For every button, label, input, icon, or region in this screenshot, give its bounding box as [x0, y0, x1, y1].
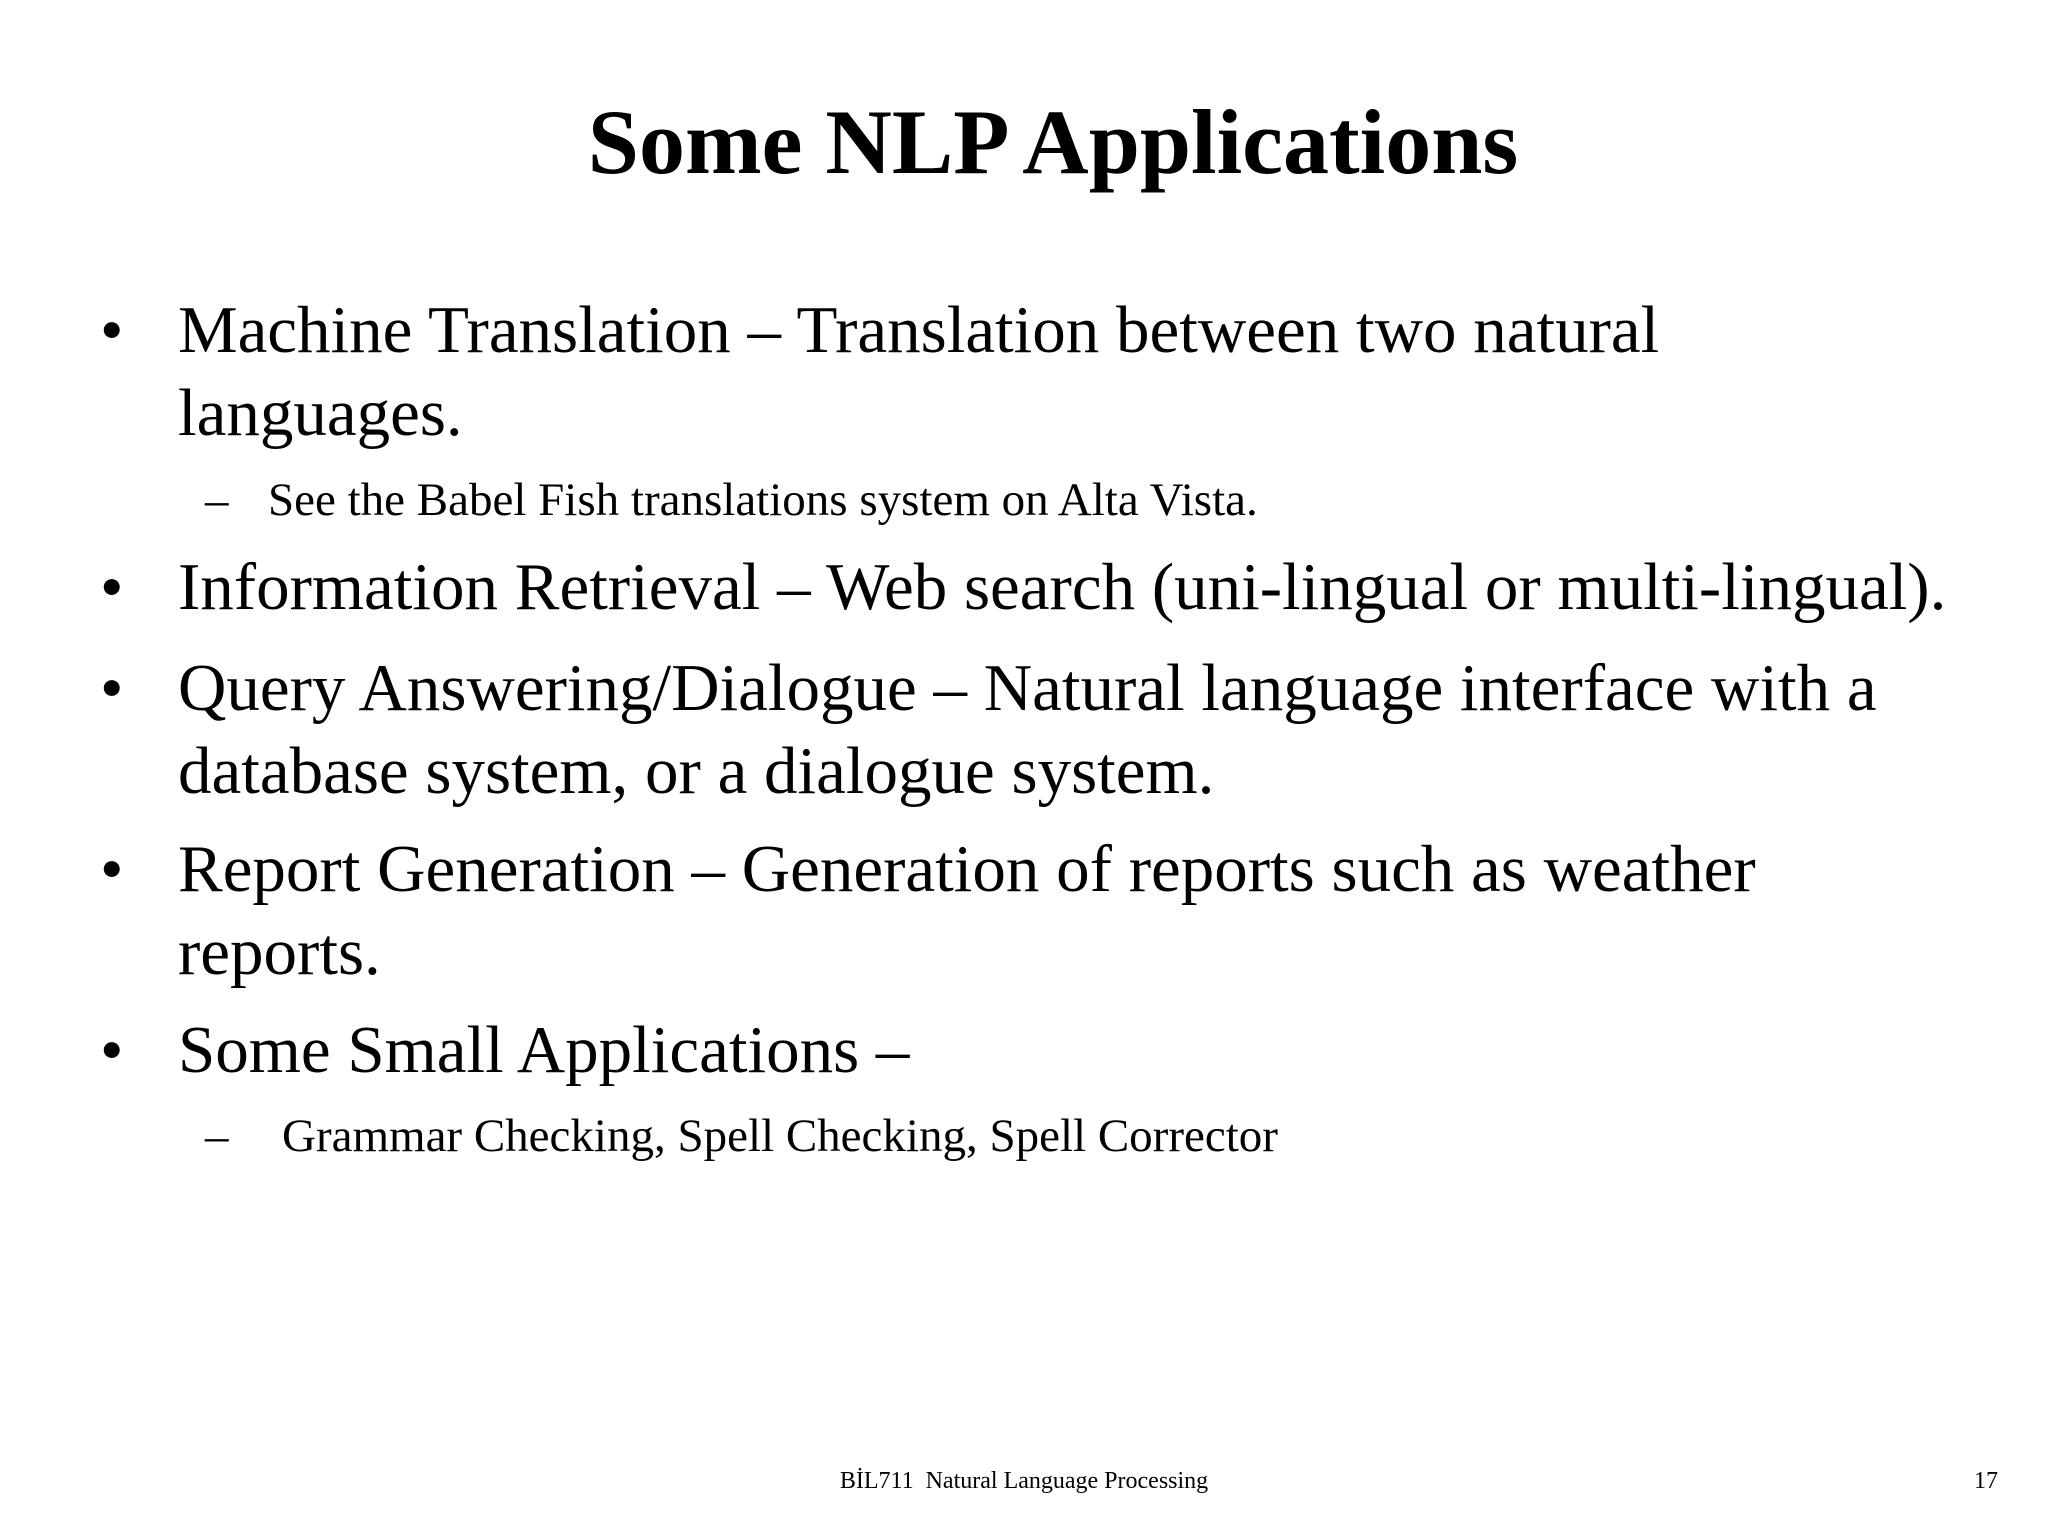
- bullet-item-line: reports.: [178, 915, 381, 989]
- bullet-icon: •: [100, 651, 124, 725]
- bullet-item-line: Information Retrieval – Web search (uni-lingual or multi-lingual).: [178, 550, 1947, 624]
- sub-item-line: See the Babel Fish translations system on Alta Vista.: [268, 474, 1258, 526]
- bullet-icon: •: [100, 1013, 124, 1087]
- slide-title: Some NLP Applications: [587, 91, 1519, 193]
- bullet-icon: •: [100, 832, 124, 906]
- bullet-item-line: Report Generation – Generation of reports such as weather: [178, 832, 1756, 906]
- sub-item-line: Grammar Checking, Spell Checking, Spell Corrector: [282, 1110, 1278, 1162]
- bullet-item-line: Query Answering/Dialogue – Natural language interface with a: [178, 651, 1877, 725]
- bullet-item-line: Some Small Applications –: [178, 1013, 910, 1087]
- bullet-item-line: Machine Translation – Translation between two natural: [178, 293, 1660, 367]
- dash-icon: –: [205, 1110, 229, 1162]
- bullet-item-line: languages.: [178, 376, 463, 450]
- slide-footer: BİL711 Natural Language Processing: [839, 1468, 1209, 1494]
- page-number: 17: [1974, 1468, 1998, 1494]
- bullet-item-line: database system, or a dialogue system.: [178, 734, 1215, 808]
- bullet-icon: •: [100, 550, 124, 624]
- bullet-icon: •: [100, 293, 124, 367]
- dash-icon: –: [205, 474, 229, 526]
